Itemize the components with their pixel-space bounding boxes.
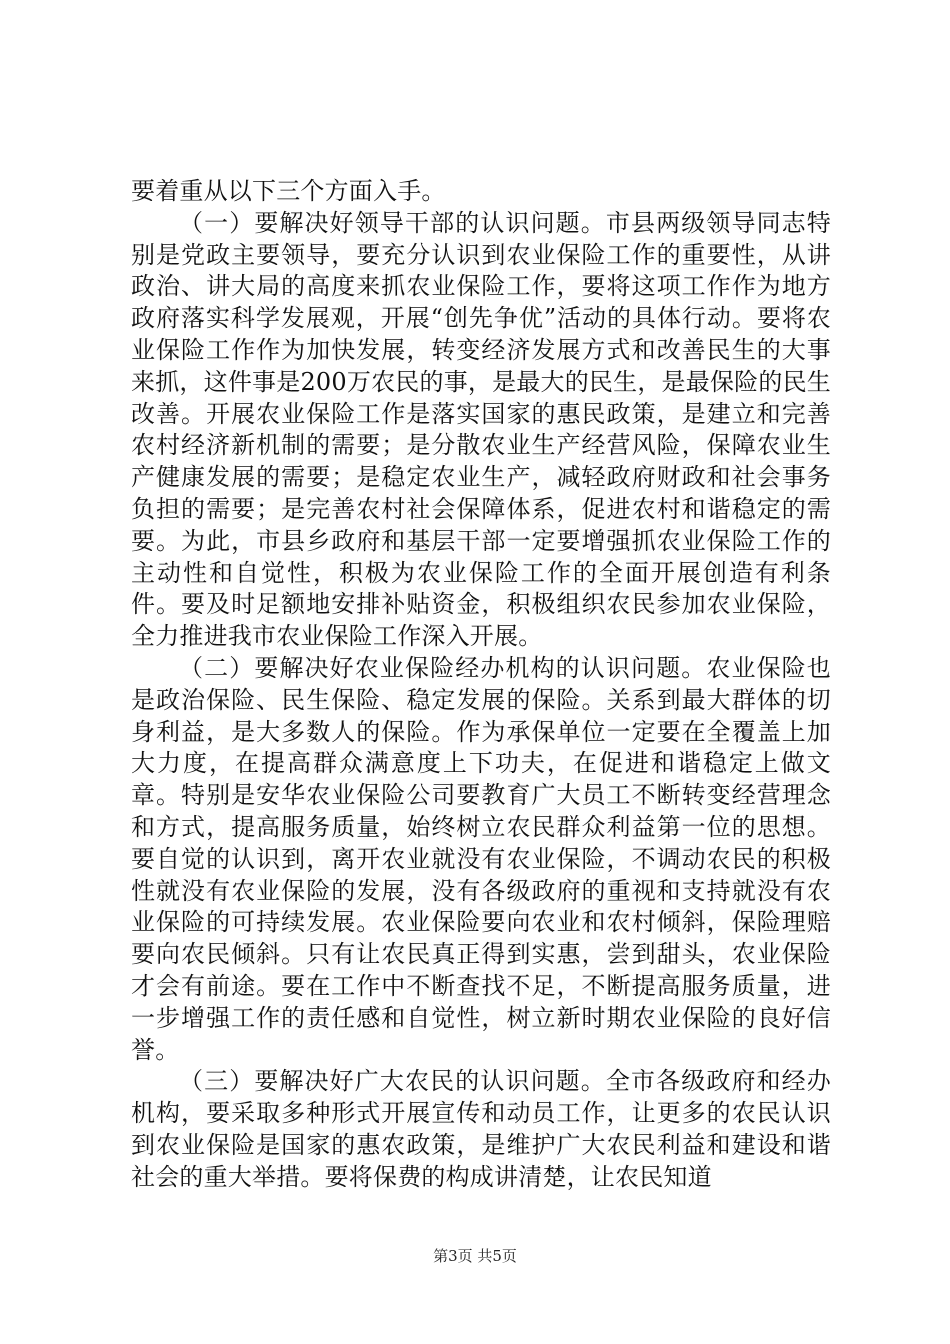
paragraph-intro: 要着重从以下三个方面入手。 [131,177,446,205]
paragraph-section-1: （一）要解决好领导干部的认识问题。市县两级领导同志特别是党政主要领导，要充分认识到农业保险工作的重要性，从讲政治、讲大局的高度来抓农业保险工作，要将这项工作作为地方政府落实科学发展观，开展“创先争优”活动的具体行动。要将农业保险工作作为加快发展，转变经济发展方式和改善民生的大事来抓，这件事是200万农民的事，是最大的民生，是最保险的民生改善。开展农业保险工作是落实国家的惠民政策，是建立和完善农村经济新机制的需要；是分散农业生产经营风险，保障农业生产健康发展的需要；是稳定农业生产，减轻政府财政和社会事务负担的需要；是完善农村社会保障体系，促进农村和谐稳定的需要。为此，市县乡政府和基层干部一定要增强抓农业保险工作的主动性和自觉性，积极为农业保险工作的全面开展创造有利条件。要及时足额地安排补贴资金，积极组织农民参加农业保险，全力推进我市农业保险工作深入开展。 [131,208,831,651]
paragraph-section-3: （三）要解决好广大农民的认识问题。全市各级政府和经办机构，要采取多种形式开展宣传和动员工作，让更多的农民认识到农业保险是国家的惠农政策，是维护广大农民利益和建设和谐社会的重大举措。要将保费的构成讲清楚，让农民知道 [131,1067,831,1191]
page-number-footer: 第3页 共5页 [433,1247,517,1265]
paragraph-section-2: （二）要解决好农业保险经办机构的认识问题。农业保险也是政治保险、民生保险、稳定发展的保险。关系到最大群体的切身利益，是大多数人的保险。作为承保单位一定要在全覆盖上加大力度，在提高群众满意度上下功夫，在促进和谐稳定上做文章。特别是安华农业保险公司要教育广大员工不断转变经营理念和方式，提高服务质量，始终树立农民群众利益第一位的思想。要自觉的认识到，离开农业就没有农业保险，不调动农民的积极性就没有农业保险的发展，没有各级政府的重视和支持就没有农业保险的可持续发展。农业保险要向农业和农村倾斜，保险理赔要向农民倾斜。只有让农民真正得到实惠，尝到甜头，农业保险才会有前途。要在工作中不断查找不足，不断提高服务质量，进一步增强工作的责任感和自觉性，树立新时期农业保险的良好信誉。 [131,653,831,1064]
body-text [131,176,831,1194]
